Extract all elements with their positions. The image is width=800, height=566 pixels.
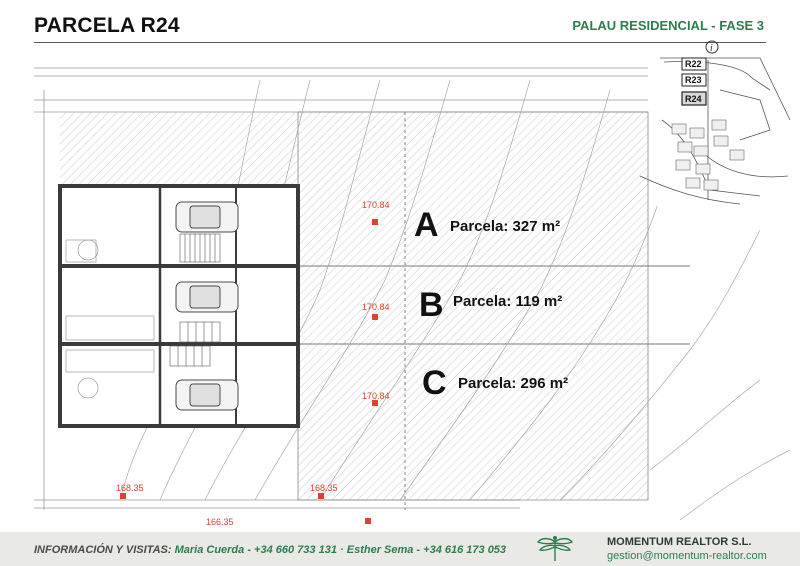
parcel-hatch-left [60,112,298,186]
company-email-link[interactable]: gestion@momentum-realtor.com [607,550,767,562]
key-plan-plot-r24: R24 [685,94,702,104]
contact-maria: Maria Cuerda - +34 660 733 131 [174,544,337,556]
elevation-label: 166.35 [206,517,234,527]
elevation-label: 170.84 [362,200,390,210]
info-label: INFORMACIÓN Y VISITAS: [34,544,172,556]
contact-esther: Esther Sema - +34 616 173 053 [346,544,507,556]
key-plan [640,41,790,206]
project-name: PALAU RESIDENCIAL - FASE 3 [572,18,764,33]
north-marker: i [710,43,713,54]
elevation-label: 168.35 [310,483,338,493]
key-plan-plot-r23: R23 [685,75,702,85]
contact-info [34,544,506,556]
parcel-area-c: Parcela: 296 m² [458,375,569,392]
elevation-label: 168.35 [116,483,144,493]
parcel-letter-c: C [422,364,447,402]
elevation-label: 170.84 [362,391,390,401]
parcel-area-b: Parcela: 119 m² [453,293,563,310]
elevation-label: 170.84 [362,302,390,312]
parcel-area-a: Parcela: 327 m² [450,218,561,235]
company-name: MOMENTUM REALTOR S.L. [607,536,752,548]
dragonfly-logo-icon [535,534,575,562]
key-plan-plot-r22: R22 [685,59,702,69]
page-title: PARCELA R24 [34,14,180,37]
parcel-letter-b: B [419,286,444,324]
contact-separator: · [340,544,344,556]
parcel-letter-a: A [414,206,439,244]
